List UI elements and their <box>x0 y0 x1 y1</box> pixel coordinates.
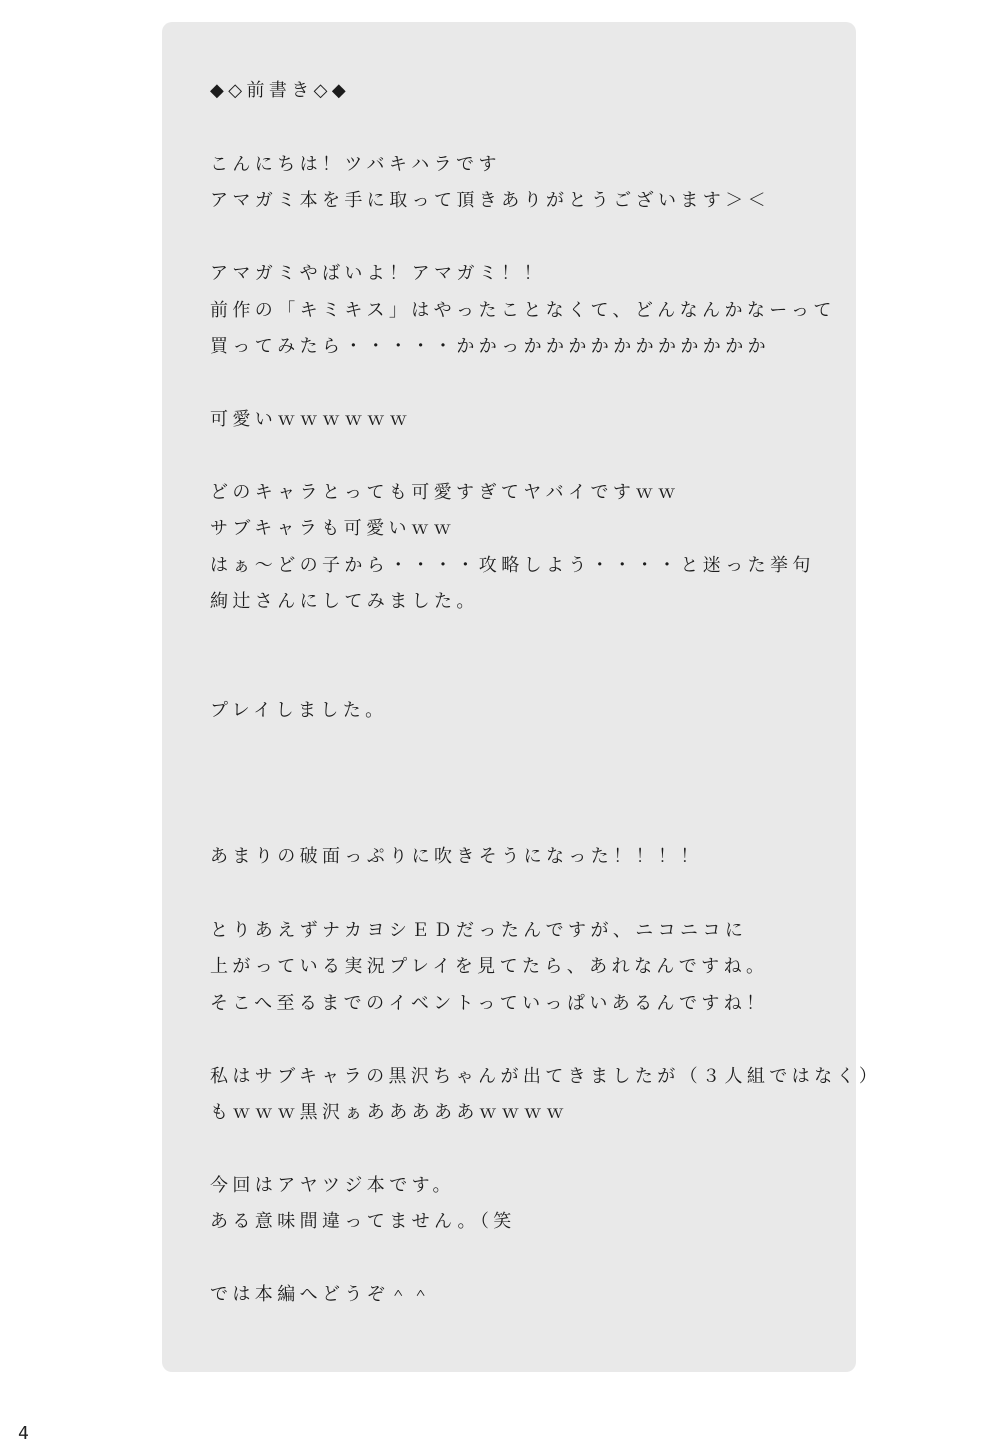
text-line: 絢辻さんにしてみました。 <box>210 591 479 612</box>
page-heading: ◆◇前書き◇◆ <box>210 80 351 101</box>
text-line: もｗｗｗ黒沢ぁあああああｗｗｗｗ <box>210 1102 569 1123</box>
text-line: 私はサブキャラの黒沢ちゃんが出てきましたが（３人組ではなく） <box>210 1066 882 1087</box>
text-line: プレイしました。 <box>210 700 388 721</box>
page-number: 4 <box>18 1423 29 1444</box>
text-line: では本編へどうぞ＾＾ <box>210 1284 434 1305</box>
text-line: とりあえずナカヨシＥＤだったんですが、ニコニコに <box>210 920 748 941</box>
text-line: 可愛いｗｗｗｗｗｗ <box>210 409 412 430</box>
text-line: 今回はアヤツジ本です。 <box>210 1175 455 1196</box>
text-panel <box>162 22 856 1372</box>
text-line: ある意味間違ってません。（笑 <box>210 1211 516 1232</box>
text-line: 上がっている実況プレイを見てたら、あれなんですね。 <box>210 956 769 977</box>
text-line: はぁ～どの子から・・・・攻略しよう・・・・と迷った挙句 <box>210 555 815 576</box>
text-line: アマガミやばいよ！アマガミ！！ <box>210 263 546 284</box>
text-line: そこへ至るまでのイベントっていっぱいあるんですね！ <box>210 993 769 1014</box>
text-line: あまりの破面っぷりに吹きそうになった！！！！ <box>210 846 703 867</box>
text-line: どのキャラとっても可愛すぎてヤバイですｗｗ <box>210 482 681 503</box>
text-line: こんにちは！ツバキハラです <box>210 154 501 175</box>
text-line: 前作の「キミキス」はやったことなくて、どんなんかなーって <box>210 300 836 321</box>
text-line: サブキャラも可愛いｗｗ <box>210 518 456 539</box>
text-line: アマガミ本を手に取って頂きありがとうございます＞＜ <box>210 190 770 211</box>
text-line: 買ってみたら・・・・・かかっかかかかかかかかかかか <box>210 336 770 357</box>
